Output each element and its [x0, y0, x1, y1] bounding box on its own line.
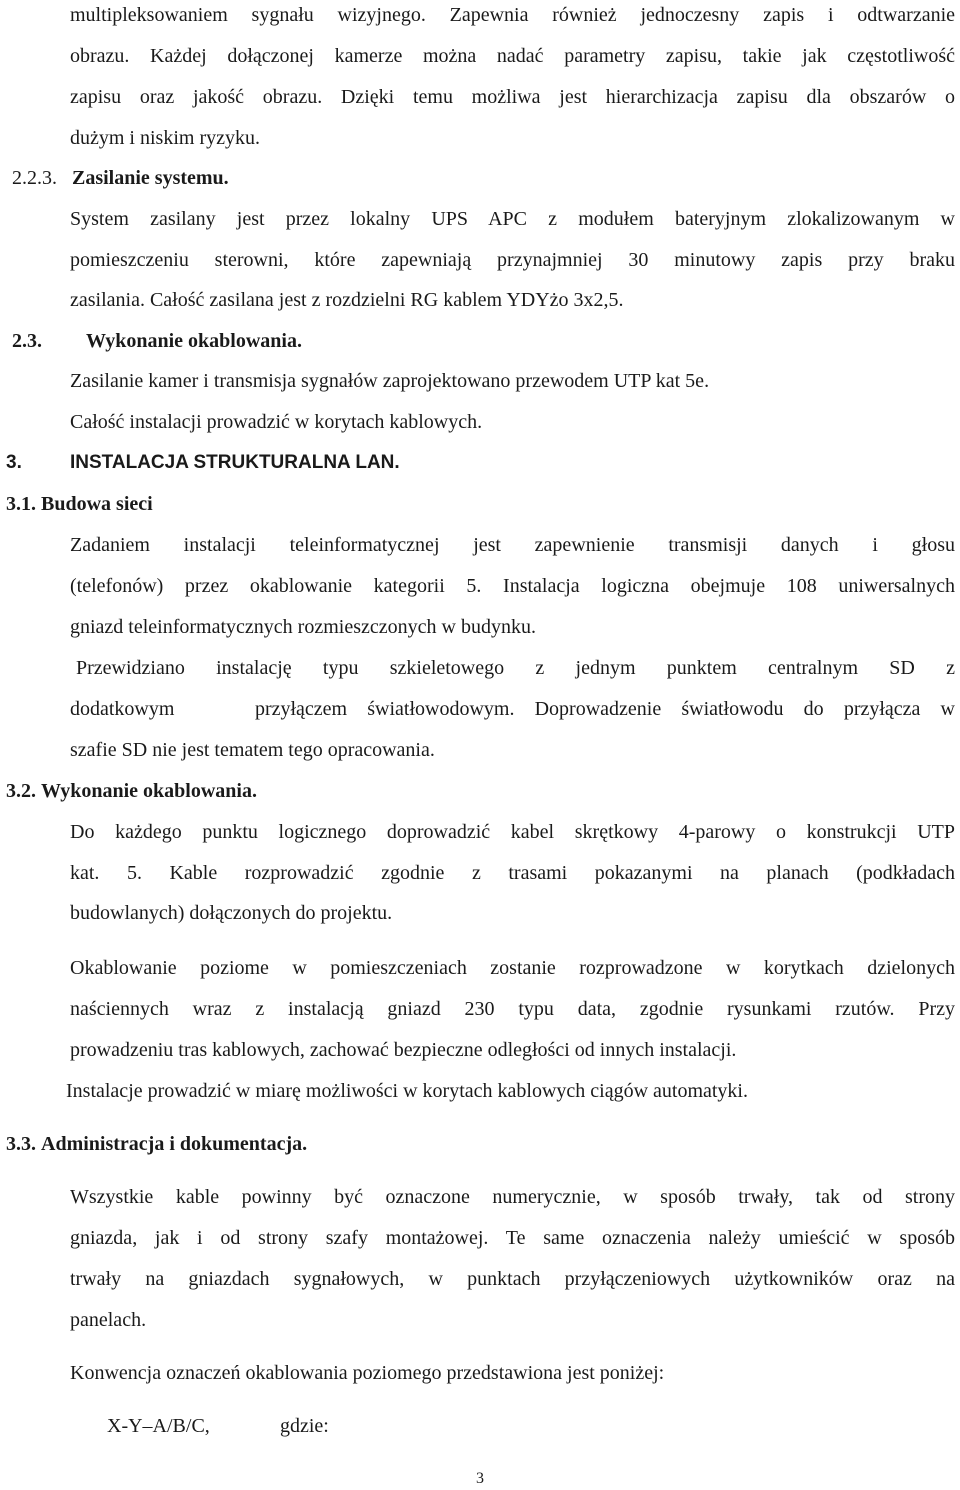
page-number: 3 [476, 1470, 484, 1487]
section-3-number: 3. [6, 452, 22, 473]
intro-line-2: obrazu. Każdej dołączonej kamerze można nadać parametry zapisu, takie jak częstotliwość [70, 45, 955, 67]
s33-p1-line-3: trwały na gniazdach sygnałowych, w punktach przyłączeniowych użytkowników oraz na [70, 1268, 955, 1290]
section-number: 3.2. [6, 780, 36, 802]
section-2-3-title: Wykonanie okablowania. [86, 330, 302, 352]
section-number: 3.3. [6, 1133, 36, 1155]
section-2-2-3-heading [12, 166, 229, 190]
section-3-title: INSTALACJA STRUKTURALNA LAN. [70, 452, 400, 473]
section-2-3-number: 2.3. [12, 330, 42, 352]
s32-p2-line-2: naściennych wraz z instalacją gniazd 230 typu data, zgodnie rysunkami rzutów. Przy [70, 998, 955, 1020]
s31-p1-line-1: Zadaniem instalacji teleinformatycznej jest zapewnienie transmisji danych i głosu [70, 534, 955, 556]
section-3-2-heading [6, 779, 257, 803]
s32-p3: Instalacje prowadzić w miarę możliwości w korytach kablowych ciągów automatyki. [66, 1080, 748, 1102]
s31-p1-line-2: (telefonów) przez okablowanie kategorii 5. Instalacja logiczna obejmuje 108 uniwersalnych [70, 575, 955, 597]
section-3-3-heading [6, 1132, 307, 1156]
s33-p1-line-4: panelach. [70, 1309, 147, 1331]
section-title: Wykonanie okablowania. [41, 780, 257, 802]
label-formula: X-Y–A/B/C, [107, 1415, 210, 1437]
s31-p1-line-3: gniazd teleinformatycznych rozmieszczonych w budynku. [70, 616, 536, 638]
s223-line-1: System zasilany jest przez lokalny UPS APC z modułem bateryjnym zlokalizowanym w [70, 208, 955, 230]
s23-line-1: Zasilanie kamer i transmisja sygnałów zaprojektowano przewodem UTP kat 5e. [70, 370, 710, 392]
section-title: Administracja i dokumentacja. [41, 1133, 308, 1155]
section-number: 2.2.3. [12, 167, 57, 189]
intro-line-1: multipleksowaniem sygnału wizyjnego. Zapewnia również jednoczesny zapis i odtwarzanie [70, 4, 955, 26]
section-title: Budowa sieci [41, 493, 153, 515]
intro-line-4: dużym i niskim ryzyku. [70, 127, 260, 149]
s223-line-3: zasilania. Całość zasilana jest z rozdzielni RG kablem YDYżo 3x2,5. [70, 289, 624, 311]
label-formula-where: gdzie: [280, 1415, 329, 1437]
s33-p1-line-2: gniazda, jak i od strony szafy montażowej. Te same oznaczenia należy umieścić w sposób [70, 1227, 955, 1249]
s31-p2-line-2: dodatkowym przyłączem światłowodowym. Doprowadzenie światłowodu do przyłącza w [70, 698, 955, 720]
s32-p2-line-1: Okablowanie poziome w pomieszczeniach zostanie rozprowadzone w korytkach dzielonych [70, 957, 955, 979]
s32-p1-line-2: kat. 5. Kable rozprowadzić zgodnie z trasami pokazanymi na planach (podkładach [70, 862, 955, 884]
s32-p2-line-3: prowadzeniu tras kablowych, zachować bezpieczne odległości od innych instalacji. [70, 1039, 737, 1061]
s32-p1-line-3: budowlanych) dołączonych do projektu. [70, 902, 393, 924]
s33-p2: Konwencja oznaczeń okablowania poziomego przedstawiona jest poniżej: [70, 1362, 665, 1384]
section-3-1-heading [6, 492, 153, 516]
s23-line-2: Całość instalacji prowadzić w korytach kablowych. [70, 411, 483, 433]
intro-line-3: zapisu oraz jakość obrazu. Dzięki temu możliwa jest hierarchizacja zapisu dla obszarów o [70, 86, 955, 108]
s33-p1-line-1: Wszystkie kable powinny być oznaczone numerycznie, w sposób trwały, tak od strony [70, 1186, 955, 1208]
section-number: 3.1. [6, 493, 36, 515]
s223-line-2: pomieszczeniu sterowni, które zapewniają przynajmniej 30 minutowy zapis przy braku [70, 249, 955, 271]
s31-p2-line-1: Przewidziano instalację typu szkieletowego z jednym punktem centralnym SD z [76, 657, 955, 679]
s32-p1-line-1: Do każdego punktu logicznego doprowadzić kabel skrętkowy 4-parowy o konstrukcji UTP [70, 821, 955, 843]
s31-p2-line-3: szafie SD nie jest tematem tego opracowania. [70, 739, 435, 761]
section-title: Zasilanie systemu. [72, 167, 229, 189]
